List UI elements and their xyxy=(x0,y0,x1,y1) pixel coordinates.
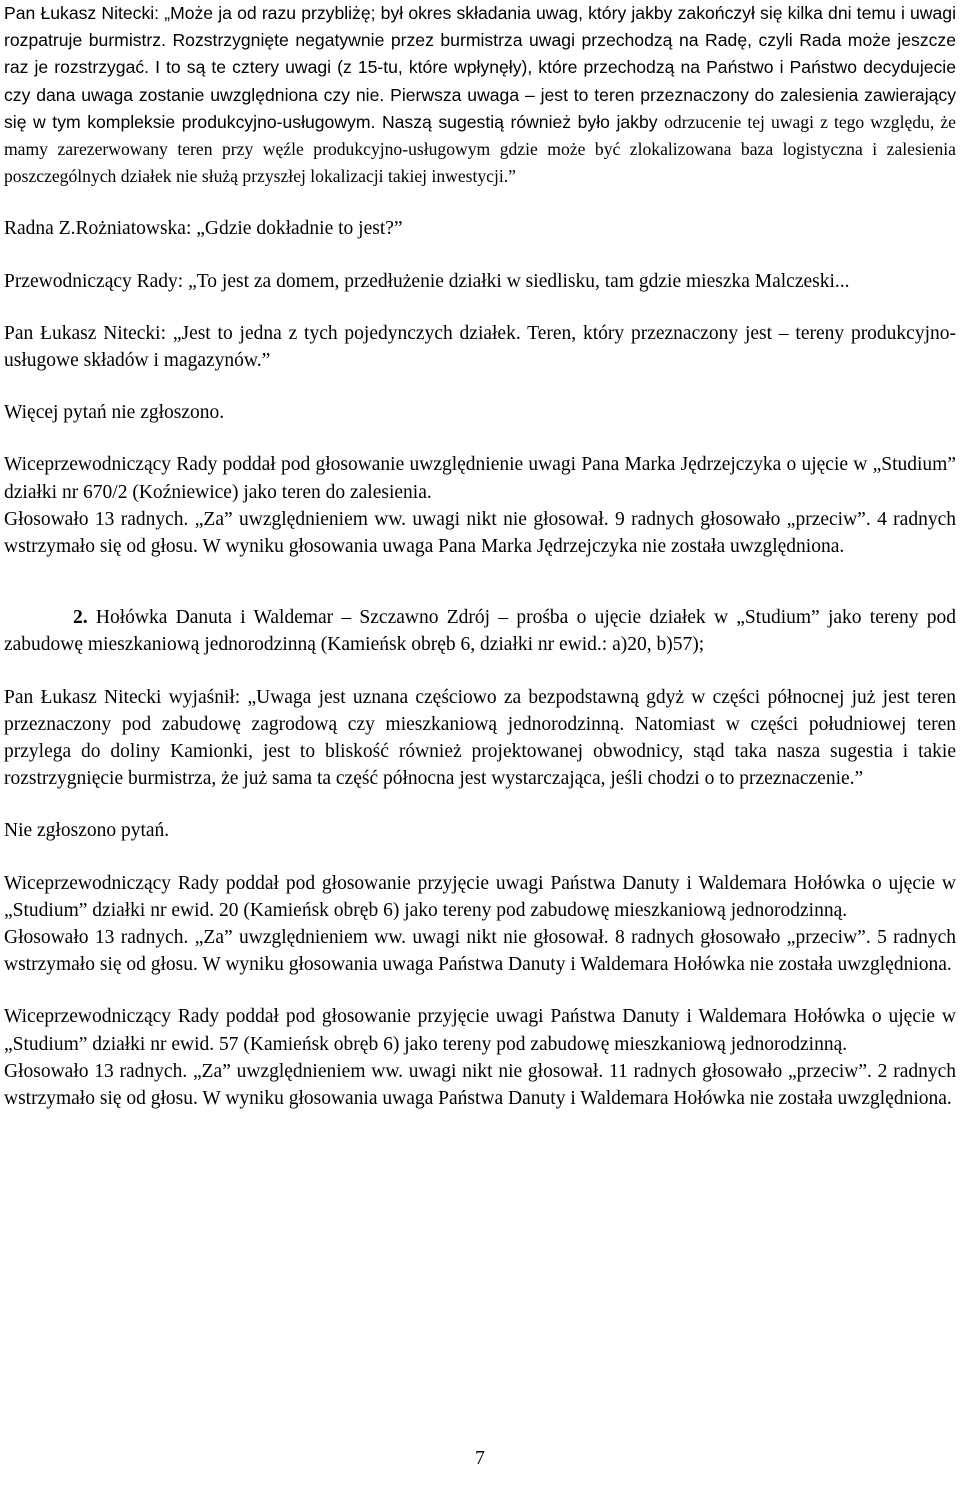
page-number: 7 xyxy=(475,1448,485,1469)
vote-result-holowka-20: Głosowało 13 radnych. „Za” uwzględnieniem ww. uwagi nikt nie głosował. 8 radnych głosowało „przeciw”. 5 radnych wstrzymało się od głosu. W wyniku głosowania uwaga Państwa Danuty i Waldemara Hołówka nie została uwzględniona. xyxy=(4,927,956,976)
vote-result-jedrzejczyk: Głosowało 13 radnych. „Za” uwzględnieniem ww. uwagi nikt nie głosował. 9 radnych głosowało „przeciw”. 4 radnych wstrzymało się od głosu. W wyniku głosowania uwaga Pana Marka Jędrzejczyka nie została uwzględniona. xyxy=(4,508,956,558)
vote-motion-holowka-20: Wiceprzewodniczący Rady poddał pod głosowanie przyjęcie uwagi Państwa Danuty i Waldemara Hołówka o ujęcie w „Studium” działki nr ewid. 20 (Kamieńsk obręb 6) jako tereny pod zabudowę mieszkaniową jednorodzinną. xyxy=(4,872,956,921)
agenda-item-number: 2. xyxy=(73,607,88,629)
vote-motion-jedrzejczyk: Wiceprzewodniczący Rady poddał pod głosowanie uwzględnienie uwagi Pana Marka Jędrzejczyka o ujęcie w „Studium” działki nr 670/2 (Koźniewice) jako teren do zalesienia. xyxy=(4,454,956,503)
agenda-item-2 xyxy=(4,604,956,658)
statement-nitecki-intro-part2: odrzucenie tej uwagi z tego względu, że mamy zarezerwowany teren przy węźle produkcyjno-usługowym gdzie może być zlokalizowana baza logistyczna i zalesienia poszczególnych działek nie służą przyszłej lokalizacji takiej inwestycji.” xyxy=(4,111,956,187)
statement-nitecki-explanation: Pan Łukasz Nitecki wyjaśnił: „Uwaga jest uznana częściowo za bezpodstawną gdyż w części północnej już jest teren przeznaczony pod zabudowę zagrodową czy mieszkaniową jednorodzinną. Natomiast w części południowej teren przylega do doliny Kamionki, jest to bliskość również projektowanej obwodnicy, stąd taka nasza sugestia i takie rozstrzygnięcie burmistrza, że już sama ta część północna jest wystarczająca, jeśli chodzi o to przeznaczenie.” xyxy=(4,686,956,790)
statement-chairman: Przewodniczący Rady: „To jest za domem, przedłużenie działki w siedlisku, tam gdzie mieszka Malczeski... xyxy=(4,270,850,292)
agenda-item-text: Hołówka Danuta i Waldemar – Szczawno Zdrój – prośba o ujęcie działek w „Studium” jako tereny pod zabudowę mieszkaniową jednorodzinną (Kamieńsk obręb 6, działki nr ewid.: a)20, b)57); xyxy=(4,607,957,656)
statement-nitecki-plot: Pan Łukasz Nitecki: „Jest to jedna z tych pojedynczych działek. Teren, który przeznaczony jest – tereny produkcyjno-usługowe składów i magazynów.” xyxy=(4,322,956,372)
statement-nitecki-intro-part1: Pan Łukasz Nitecki: „Może ja od razu przybliżę; był okres składania uwag, który jakby zakończył się kilka dni temu i uwagi rozpatruje burmistrz. Rozstrzygnięte negatywnie przez burmistrza uwagi przechodzą na Radę, czyli Rada może jeszcze raz je rozstrzygać. I to są te cztery uwagi (z 15-tu, które wpłynęły), które przechodzą na Państwo i Państwo decydujecie czy dana uwaga zostanie uwzględniona czy nie. Pierwsza uwaga – jest to teren przeznaczony do zalesienia zawierający się w tym kompleksie produkcyjno-usługowym. Naszą sugestią również było jakby xyxy=(4,3,956,132)
no-questions-note-2: Nie zgłoszono pytań. xyxy=(4,820,170,842)
no-questions-note: Więcej pytań nie zgłoszono. xyxy=(4,402,225,424)
vote-result-holowka-57: Głosowało 13 radnych. „Za” uwzględnieniem ww. uwagi nikt nie głosował. 11 radnych głosowało „przeciw”. 2 radnych wstrzymało się od głosu. W wyniku głosowania uwaga Państwa Danuty i Waldemara Hołówka nie została uwzględniona. xyxy=(4,1060,956,1110)
statement-nitecki-intro xyxy=(4,0,956,190)
question-rozniatowska: Radna Z.Rożniatowska: „Gdzie dokładnie to jest?” xyxy=(4,218,403,240)
vote-motion-holowka-57: Wiceprzewodniczący Rady poddał pod głosowanie przyjęcie uwagi Państwa Danuty i Waldemara Hołówka o ujęcie w „Studium” działki nr ewid. 57 (Kamieńsk obręb 6) jako tereny pod zabudowę mieszkaniową jednorodzinną. xyxy=(4,1006,956,1055)
